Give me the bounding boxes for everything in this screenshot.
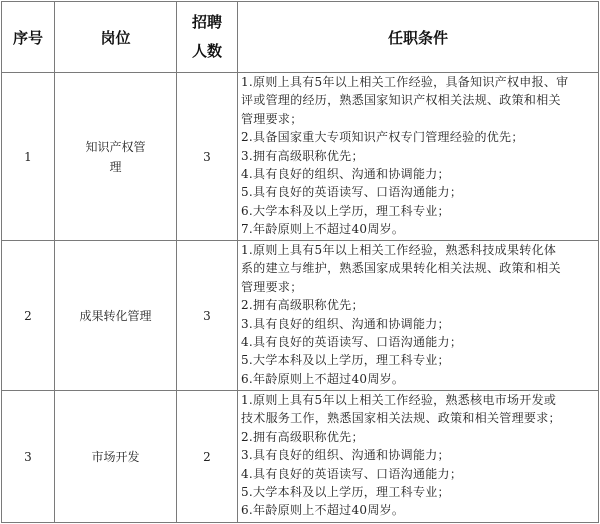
requirement-line: 6.年龄原则上不超过40周岁。 [241, 503, 405, 518]
requirement-line: 4.具有良好的英语读写、口语沟通能力； [241, 335, 463, 350]
requirement-line: 4.具有良好的英语读写、口语沟通能力； [241, 466, 463, 481]
header-row [2, 2, 599, 73]
row-position [55, 73, 177, 241]
requirement-line: 1.原则上具有5年以上相关工作经验，具备知识产权申报、审 [241, 75, 569, 89]
row-count: 2 [177, 391, 238, 523]
position-line: 理 [109, 159, 122, 174]
header-recruit-count [177, 2, 238, 73]
requirement-line: 4.具有良好的组织、沟通和协调能力； [241, 167, 450, 182]
requirement-line: 5.大学本科及以上学历，理工科专业； [241, 485, 450, 500]
requirement-line: 3.具有良好的组织、沟通和协调能力； [241, 316, 450, 331]
row-position [55, 391, 177, 523]
header-requirements: 任职条件 [238, 2, 599, 73]
requirement-line: 5.大学本科及以上学历，理工科专业； [241, 353, 450, 368]
requirement-line: 3.拥有高级职称优先； [241, 148, 364, 163]
position-line: 市场开发 [91, 449, 140, 464]
requirement-line: 2.拥有高级职称优先； [241, 298, 364, 313]
row-requirements [238, 73, 599, 241]
row-index: 2 [2, 241, 55, 391]
requirement-line: 管理要求； [241, 111, 303, 126]
position-line: 成果转化管理 [79, 308, 152, 323]
requirement-line: 2.具备国家重大专项知识产权专门管理经验的优先； [241, 130, 524, 145]
requirement-line: 1.原则上具有5年以上相关工作经验，熟悉核电市场开发或 [241, 393, 557, 407]
row-count: 3 [177, 241, 238, 391]
requirement-line: 3.具有良好的组织、沟通和协调能力； [241, 448, 450, 463]
requirement-line: 6.大学本科及以上学历，理工科专业； [241, 203, 450, 218]
header-index: 序号 [2, 2, 55, 73]
position-line: 知识产权管 [85, 139, 146, 154]
requirement-line: 5.具有良好的英语读写、口语沟通能力； [241, 185, 463, 200]
row-index: 3 [2, 391, 55, 523]
row-count: 3 [177, 73, 238, 241]
row-index: 1 [2, 73, 55, 241]
requirement-line: 系的建立与维护，熟悉国家成果转化相关法规、政策和相关 [241, 261, 561, 276]
row-position [55, 241, 177, 391]
table-row [2, 391, 599, 523]
requirement-line: 1.原则上具有5年以上相关工作经验，熟悉科技成果转化体 [241, 243, 557, 257]
row-requirements [238, 241, 599, 391]
requirement-line: 管理要求； [241, 279, 303, 294]
recruitment-table [1, 1, 599, 523]
row-requirements [238, 391, 599, 523]
header-position: 岗位 [55, 2, 177, 73]
requirement-line: 6.年龄原则上不超过40周岁。 [241, 371, 405, 386]
table-row [2, 241, 599, 391]
requirement-line: 7.年龄原则上不超过40周岁。 [241, 222, 405, 237]
requirement-line: 技术服务工作，熟悉国家相关法规、政策和相关管理要求； [241, 411, 561, 426]
header-recruit-line2: 人数 [191, 42, 222, 60]
table-row [2, 73, 599, 241]
requirement-line: 2.拥有高级职称优先； [241, 429, 364, 444]
requirement-line: 评或管理的经历，熟悉国家知识产权相关法规、政策和相关 [241, 93, 561, 108]
header-recruit-line1: 招聘 [191, 13, 222, 31]
